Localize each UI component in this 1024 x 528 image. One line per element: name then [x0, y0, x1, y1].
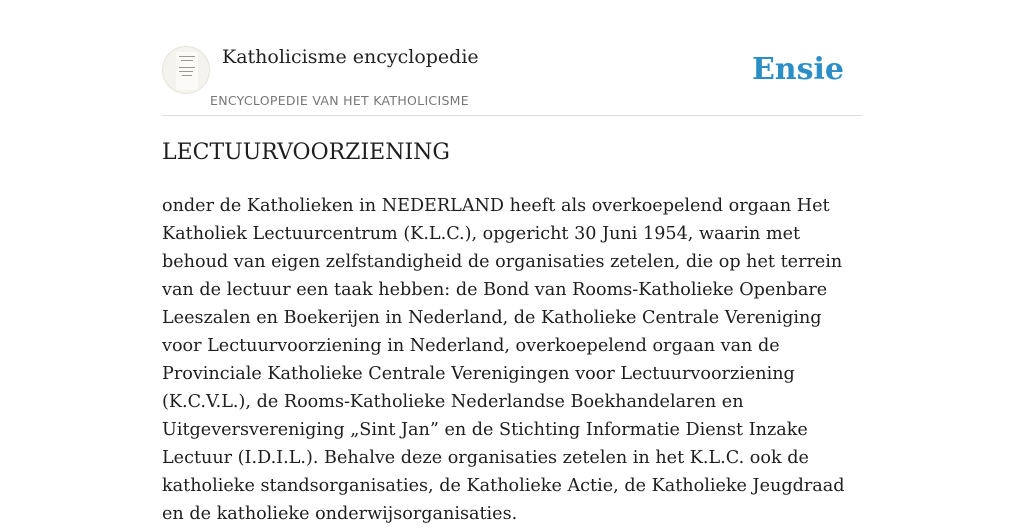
article-body: onder de Katholieken in NEDERLAND heeft als overkoepelend orgaan Het Katholiek Lectuurcentrum (K.L.C.), opgericht 30 Juni 1954, waarin met behoud van eigen zelfstandigheid de organisaties zetelen, die op het terrein van de lectuur een taak hebben: de Bond van Rooms-Katholieke Openbare Leeszalen en Boekerijen in Nederland, de Katholieke Centrale Vereniging voor Lectuurvoorziening in Nederland, overkoepelend orgaan van de Provinciale Katholieke Centrale Verenigingen voor Lectuurvoorziening (K.C.V.L.), de Rooms-Katholieke Nederlandse Boekhandelaren en Uitgeversvereniging „Sint Jan” en de Stichting Informatie Dienst Inzake Lectuur (I.D.I.L.). Behalve deze organisaties zetelen in het K.L.C. ook de katholieke standsorganisaties, de Katholieke Actie, de Katholieke Jeugdraad en de katholieke onderwijsorganisaties.: [162, 196, 845, 524]
site-subtitle: ENCYCLOPEDIE VAN HET KATHOLICISME: [210, 93, 469, 108]
logo-line: [182, 75, 192, 76]
site-title[interactable]: Katholicisme encyclopedie: [222, 46, 479, 68]
logo-line: [179, 56, 195, 57]
logo-line: [179, 67, 195, 68]
encyclopedia-logo-icon[interactable]: [162, 46, 210, 94]
logo-line: [181, 60, 193, 61]
ensie-brand-logo[interactable]: Ensie: [751, 52, 844, 87]
header: [162, 40, 862, 116]
logo-line: [179, 71, 193, 72]
article-title: LECTUURVOORZIENING: [162, 140, 450, 165]
